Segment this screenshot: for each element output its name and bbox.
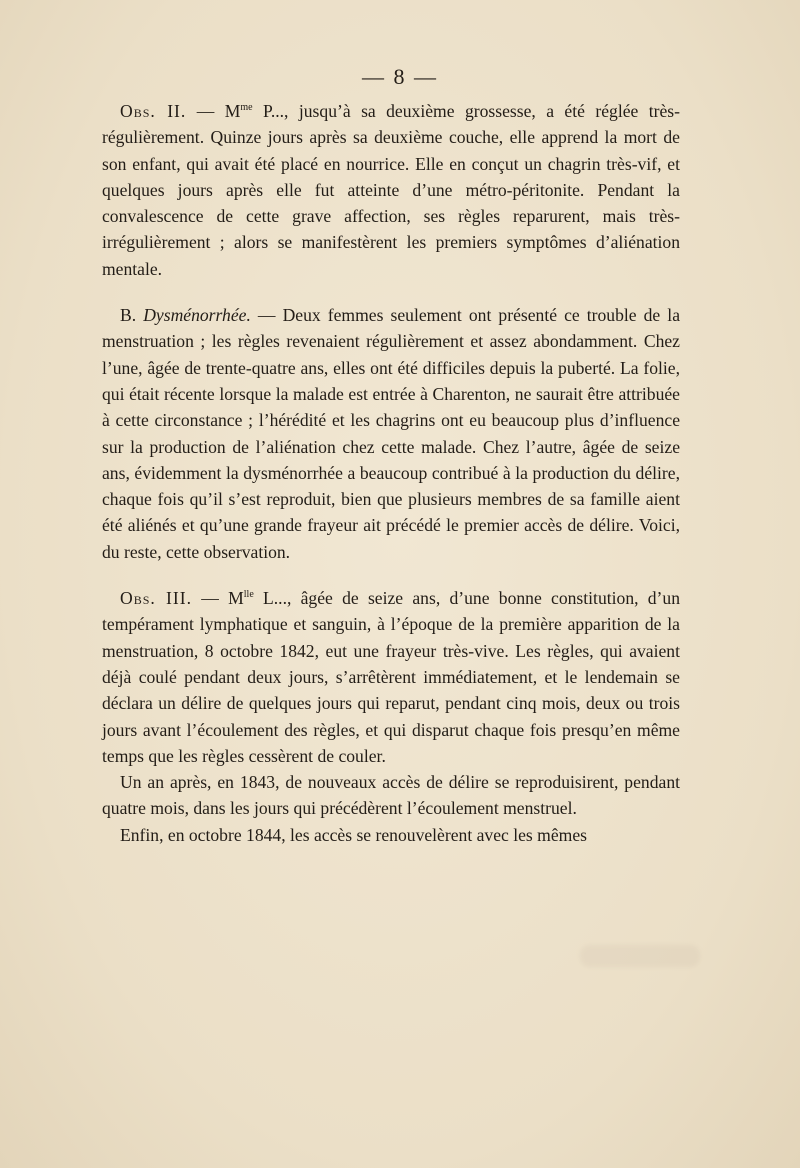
section-b-paragraph — [102, 302, 680, 565]
dash: — — [186, 101, 225, 121]
section-text: — Deux femmes seulement ont présenté ce trouble de la menstruation ; les règles revenaient régulièrement et assez abondamment. Chez l’une, âgée de trente-quatre ans, elles ont été difficiles depuis la puberté. La folie, qui était récente lorsque la malade est entrée à Charenton, ne saurait être attribuée à cette circonstance ; l’hérédité et les chagrins ont eu beaucoup plus d’influence sur la production de l’aliénation chez cette malade. Chez l’autre, âgée de seize ans, évidemment la dysménorrhée a beaucoup contribué à la production du délire, chaque fois qu’il s’est reproduit, bien que plusieurs membres de sa famille aient été aliénés et qu’une grande frayeur ait précédé le premier accès de délire. Voici, du reste, cette observation. — [102, 305, 680, 562]
observation-text: P..., jusqu’à sa deuxième grossesse, a été réglée très-régulièrement. Quinze jours après sa deuxième couche, elle apprend la mort de son enfant, qui avait été placé en nourrice. Elle en conçut un chagrin très-vif, et quelques jours après elle fut atteinte d’une métro-péritonite. Pendant la convalescence de cette grave affection, ses règles reparurent, mais très-irrégulièrement ; alors se manifestèrent les premiers symptômes d’aliénation mentale. — [102, 101, 680, 279]
observation-text: L..., âgée de seize ans, d’une bonne constitution, d’un tempérament lymphatique et sanguin, à l’époque de la première apparition de la menstruation, 8 octobre 1842, eut une frayeur très-vive. Les règles, qui avaient déjà coulé pendant deux jours, s’arrêtèrent immédiatement, et le lendemain se déclara un délire de quelques jours qui reparut, pendant cinq mois, deux ou trois jours avant l’écoulement des règles, et qui disparut chaque fois presqu’en même temps que les règles cessèrent de couler. — [102, 588, 681, 766]
section-title: Dysménorrhée. — [143, 305, 251, 326]
dash: — — [192, 588, 229, 609]
body-text — [102, 98, 680, 848]
section-label: B. — [120, 305, 137, 326]
ink-bleed-smudge — [580, 945, 700, 967]
observation-3-paragraph-3: Enfin, en octobre 1844, les accès se renouvelèrent avec les mêmes — [120, 824, 588, 845]
patient-title: M — [228, 588, 244, 609]
patient-title-superscript: me — [240, 102, 253, 113]
observation-2-paragraph — [102, 98, 680, 282]
observation-3-paragraph-2: Un an après, en 1843, de nouveaux accès de délire se reproduisirent, pendant quatre mois, dans les jours qui précédèrent l’écoulement menstruel. — [102, 772, 680, 819]
observation-3-paragraph — [102, 585, 680, 769]
observation-label: Obs. II. — [120, 101, 187, 121]
patient-title-superscript: lle — [243, 589, 254, 601]
observation-label: Obs. III. — [120, 588, 193, 609]
patient-title: M — [224, 101, 241, 121]
page-number: — 8 — — [362, 64, 438, 89]
